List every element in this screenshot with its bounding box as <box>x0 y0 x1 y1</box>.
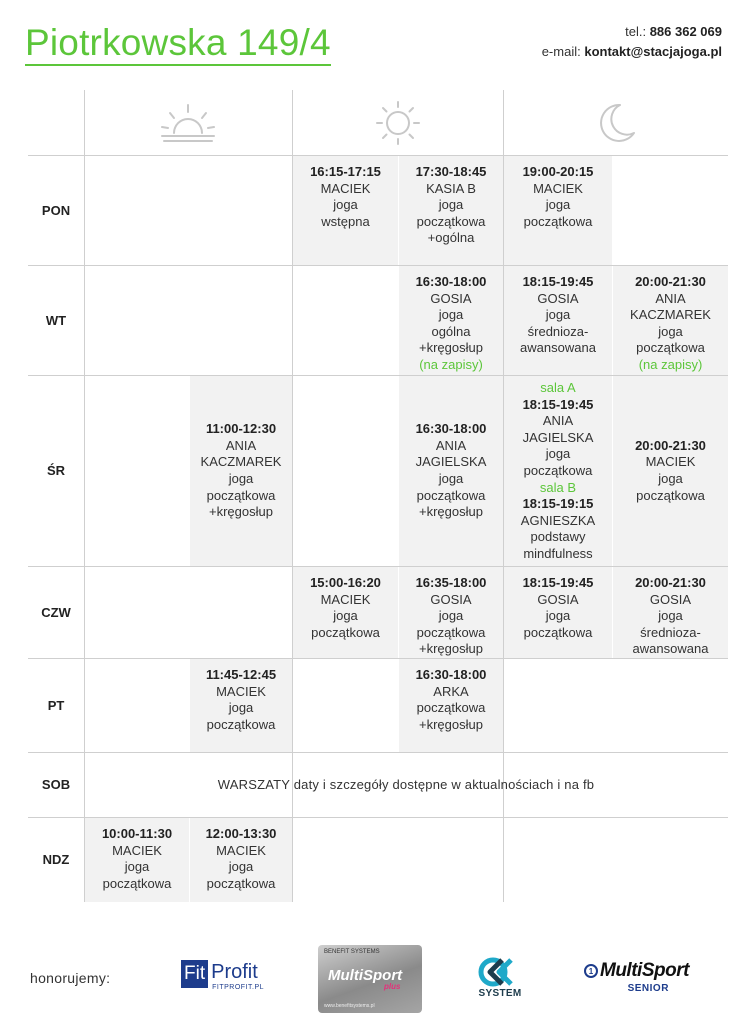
class-time: 11:00-12:30 <box>205 421 277 437</box>
empty-slot <box>85 156 189 265</box>
empty-slot <box>613 156 728 265</box>
class-detail: MACIEK <box>216 683 266 699</box>
empty-slot <box>85 567 189 658</box>
class-detail: joga <box>658 323 683 339</box>
class-slot[interactable] <box>504 156 612 265</box>
class-detail: joga <box>438 307 464 323</box>
class-time: 18:15-19:15 <box>522 496 594 512</box>
evening-header <box>503 90 728 155</box>
class-detail: ogólna <box>431 323 471 339</box>
class-detail: początkowa <box>636 340 705 356</box>
class-detail: +kręgosłup <box>419 716 483 732</box>
day-label-pon: PON <box>41 202 71 218</box>
class-detail: joga <box>438 608 464 624</box>
class-slot[interactable] <box>504 567 612 658</box>
class-time: 19:00-20:15 <box>522 164 594 179</box>
fitprofit-logo-profit: Profit <box>211 961 258 983</box>
morning-header <box>84 90 292 155</box>
class-detail: ARKA <box>433 683 469 699</box>
class-detail: joga <box>545 197 571 213</box>
class-slot[interactable] <box>613 266 728 375</box>
multisport-senior-logo <box>584 960 689 994</box>
day-label-sr: ŚR <box>46 463 66 478</box>
class-detail: joga <box>228 859 254 875</box>
empty-slot <box>613 818 728 902</box>
day-label-sob: SOB <box>41 777 71 792</box>
phone-label: tel.: <box>625 24 647 39</box>
fitprofit-logo-fit: Fit <box>181 960 208 988</box>
class-detail: joga <box>545 608 571 624</box>
class-detail: GOSIA <box>537 591 579 607</box>
saturday-workshop-note: WARSZATY daty i szczegóły dostępne w aktualnościach i na fb <box>217 777 595 792</box>
class-detail: średnioza- <box>640 624 701 640</box>
class-time: 16:30-18:00 <box>415 667 487 682</box>
class-detail: GOSIA <box>430 290 472 306</box>
class-detail: ANIA <box>542 413 574 429</box>
class-detail: początkowa <box>206 487 276 503</box>
class-detail: początkowa <box>416 700 486 716</box>
class-detail: początkowa <box>416 213 486 229</box>
class-time: 20:00-21:30 <box>635 575 706 590</box>
class-detail: wstępna <box>321 213 370 229</box>
multisport-badge-icon: 1 <box>584 964 598 978</box>
class-detail: JAGIELSKA <box>522 429 594 445</box>
multisport-senior-brand: MultiSport <box>600 960 689 981</box>
email-label: e-mail: <box>541 44 581 59</box>
day-label-czw: CZW <box>41 604 71 620</box>
class-time: 16:30-18:00 <box>415 421 487 437</box>
class-slot[interactable] <box>399 376 503 566</box>
phone-value[interactable]: 886 362 069 <box>649 24 722 39</box>
class-time: 17:30-18:45 <box>415 164 487 179</box>
empty-slot <box>190 567 292 658</box>
class-time: 18:15-19:45 <box>522 575 594 590</box>
card-brand: MultiSport <box>328 967 403 984</box>
class-detail: KASIA B <box>426 180 476 196</box>
class-detail: joga <box>228 471 254 486</box>
fitprofit-logo <box>181 960 264 991</box>
class-slot[interactable] <box>293 567 398 658</box>
class-time: 10:00-11:30 <box>101 826 173 841</box>
class-time: 20:00-21:30 <box>635 274 706 289</box>
class-detail: ANIA <box>435 437 467 453</box>
class-detail: joga <box>658 471 683 486</box>
class-time: 11:45-12:45 <box>205 667 277 682</box>
empty-slot <box>190 156 292 265</box>
class-detail: GOSIA <box>430 591 472 607</box>
class-detail: GOSIA <box>537 290 579 306</box>
class-time: 18:15-19:45 <box>522 396 594 412</box>
class-slot[interactable] <box>293 156 398 265</box>
class-detail: początkowa <box>523 213 593 229</box>
class-detail: ANIA <box>225 437 257 453</box>
empty-slot <box>293 376 398 566</box>
class-detail: +kręgosłup <box>419 504 483 520</box>
class-detail: awansowana <box>520 340 596 356</box>
class-detail: AGNIESZKA <box>520 512 596 528</box>
class-slot[interactable] <box>399 567 503 658</box>
empty-slot <box>399 818 503 902</box>
class-detail: początkowa <box>206 716 276 732</box>
class-detail: początkowa <box>416 487 486 503</box>
oksystem-logo <box>478 957 522 999</box>
class-slot[interactable] <box>613 376 728 566</box>
class-time: 20:00-21:30 <box>635 437 706 453</box>
card-issuer: BENEFIT SYSTEMS <box>324 949 380 955</box>
class-detail: KACZMAREK <box>200 454 282 470</box>
class-note: (na zapisy) <box>419 356 483 372</box>
class-note: (na zapisy) <box>638 356 703 372</box>
class-detail: joga <box>438 471 464 486</box>
fitprofit-logo-url: FITPROFIT.PL <box>212 984 265 991</box>
oksystem-text: SYSTEM <box>478 988 522 999</box>
empty-slot <box>85 376 189 566</box>
phone-line <box>542 22 722 42</box>
class-note: sala B <box>539 479 577 495</box>
class-note: sala A <box>540 380 576 395</box>
class-time: 12:00-13:30 <box>205 826 277 841</box>
class-detail: początkowa <box>636 487 705 503</box>
card-url: www.benefitsystems.pl <box>324 1003 375 1009</box>
day-label-pt: PT <box>47 697 65 713</box>
class-detail: podstawy <box>530 529 586 545</box>
schedule-grid <box>28 90 728 902</box>
class-detail: joga <box>545 307 571 323</box>
honor-label: honorujemy: <box>30 970 111 986</box>
class-detail: +kręgosłup <box>419 641 483 657</box>
empty-slot <box>504 659 612 752</box>
oksystem-icon <box>478 957 522 987</box>
class-detail: awansowana <box>632 641 709 657</box>
class-slot[interactable] <box>399 156 503 265</box>
class-time: 16:30-18:00 <box>415 274 487 289</box>
class-detail: joga <box>333 197 358 213</box>
class-detail: joga <box>438 197 464 213</box>
class-slot[interactable] <box>190 376 292 566</box>
email-line <box>542 42 722 62</box>
class-detail: JAGIELSKA <box>415 454 487 470</box>
day-label-ndz: NDZ <box>42 852 70 867</box>
day-label-wt: WT <box>45 312 67 328</box>
class-detail: +kręgosłup <box>209 504 273 520</box>
class-time: 16:35-18:00 <box>415 575 487 590</box>
class-time: 16:15-17:15 <box>310 164 381 179</box>
empty-slot <box>293 659 398 752</box>
class-detail: joga <box>228 700 254 716</box>
page-title: Piotrkowska 149/4 <box>25 22 331 66</box>
day-header <box>292 90 503 155</box>
email-value[interactable]: kontakt@stacjajoga.pl <box>584 44 722 59</box>
empty-slot <box>85 266 189 375</box>
class-detail: MACIEK <box>320 591 371 607</box>
class-slot[interactable] <box>190 659 292 752</box>
class-detail: MACIEK <box>533 180 583 196</box>
class-slot[interactable] <box>504 376 612 566</box>
class-detail: początkowa <box>102 875 172 891</box>
multisport-senior-sub: SENIOR <box>627 983 669 994</box>
class-time: 15:00-16:20 <box>310 575 381 590</box>
class-detail: początkowa <box>523 624 593 640</box>
class-detail: początkowa <box>206 875 276 891</box>
class-detail: początkowa <box>523 462 593 478</box>
class-detail: MACIEK <box>320 180 371 196</box>
class-slot[interactable] <box>613 567 728 658</box>
class-time: 18:15-19:45 <box>522 274 594 289</box>
empty-slot <box>504 818 612 902</box>
class-detail: GOSIA <box>649 591 692 607</box>
class-detail: MACIEK <box>112 842 162 858</box>
class-detail: początkowa <box>311 624 380 640</box>
class-detail: +ogólna <box>427 230 475 246</box>
class-detail: początkowa <box>416 624 486 640</box>
class-slot[interactable] <box>85 818 189 902</box>
class-detail: MACIEK <box>216 842 266 858</box>
empty-slot <box>293 266 398 375</box>
class-detail: joga <box>124 859 150 875</box>
empty-slot <box>190 266 292 375</box>
moon-icon <box>594 101 638 145</box>
empty-slot <box>613 659 728 752</box>
multisport-plus-card-logo <box>318 945 422 1013</box>
class-detail: joga <box>333 608 358 624</box>
class-detail: ANIA <box>655 290 686 306</box>
class-slot[interactable] <box>504 266 612 375</box>
class-detail: mindfulness <box>523 545 593 561</box>
class-detail: MACIEK <box>645 454 696 470</box>
class-slot[interactable] <box>399 266 503 375</box>
class-detail: KACZMAREK <box>630 307 711 323</box>
sun-icon <box>375 100 421 146</box>
empty-slot <box>293 818 398 902</box>
class-detail: joga <box>658 608 683 624</box>
contact-block <box>542 22 722 62</box>
class-detail: joga <box>545 446 571 462</box>
card-plus: plus <box>384 982 401 991</box>
sunrise-icon <box>158 101 218 145</box>
class-slot[interactable] <box>399 659 503 752</box>
class-detail: +kręgosłup <box>419 340 483 356</box>
empty-slot <box>85 659 189 752</box>
class-slot[interactable] <box>190 818 292 902</box>
class-detail: średnioza- <box>527 323 589 339</box>
